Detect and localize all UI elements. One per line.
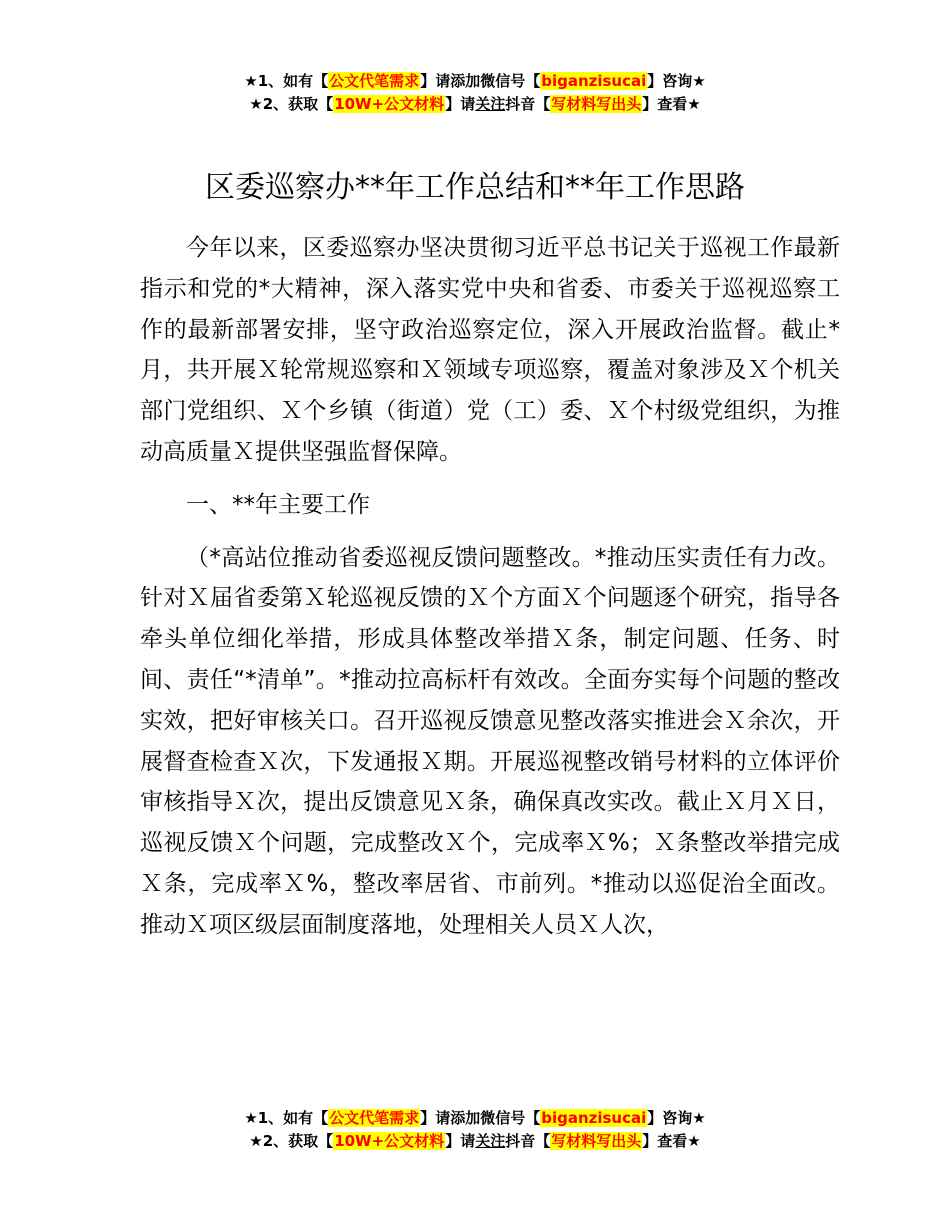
banner-highlight: 公文代笔需求 (329, 72, 420, 90)
banner-highlight: 10W+公文材料 (334, 1132, 445, 1150)
banner-text: ★2、获取【 (249, 1132, 334, 1150)
body-paragraph: （*高站位推动省委巡视反馈问题整改。*推动压实责任有力改。针对Ｘ届省委第Ｘ轮巡视反馈的Ｘ个方面Ｘ个问题逐个研究，指导各牵头单位细化举措，形成具体整改举措Ｘ条，制定问题、任务、时间、责任“*清单”。*推动拉高标杆有效改。全面夯实每个问题的整改实效，把好审核关口。召开巡视反馈意见整改落实推进会Ｘ余次，开展督查检查Ｘ次，下发通报Ｘ期。开展巡视整改销号材料的立体评价审核指导Ｘ次，提出反馈意见Ｘ条，确保真改实改。截止Ｘ月Ｘ日，巡视反馈Ｘ个问题，完成整改Ｘ个，完成率Ｘ%；Ｘ条整改举措完成Ｘ条，完成率Ｘ%，整改率居省、市前列。*推动以巡促治全面改。推动Ｘ项区级层面制度落地，处理相关人员Ｘ人次， (140, 544, 841, 938)
banner-line-1 (0, 1107, 950, 1130)
banner-text: 】请添加微信号【 (420, 72, 541, 90)
banner-text: 】请 (445, 95, 476, 113)
banner-highlight: 10W+公文材料 (334, 95, 445, 113)
banner-text: 抖音【 (505, 95, 551, 113)
footer-banner (0, 1107, 950, 1153)
banner-text: 】咨询★ (647, 1109, 706, 1127)
banner-highlight: 公文代笔需求 (329, 1109, 420, 1127)
header-banner (0, 70, 950, 116)
wechat-id-highlight: biganzisucai (541, 72, 647, 90)
banner-text: ★1、如有【 (244, 72, 329, 90)
banner-text: ★1、如有【 (244, 1109, 329, 1127)
banner-underlined: 关注 (475, 95, 506, 113)
banner-underlined: 关注 (475, 1132, 506, 1150)
banner-text: 】查看★ (642, 95, 701, 113)
document-title: 区委巡察办**年工作总结和**年工作思路 (205, 170, 745, 205)
banner-text: ★2、获取【 (249, 95, 334, 113)
banner-line-1 (0, 70, 950, 93)
banner-highlight: 写材料写出头 (551, 1132, 642, 1150)
banner-text: 抖音【 (505, 1132, 551, 1150)
section-heading: 一、**年主要工作 (186, 491, 370, 518)
intro-paragraph: 今年以来，区委巡察办坚决贯彻习近平总书记关于巡视工作最新指示和党的*大精神，深入落实党中央和省委、市委关于巡视巡察工作的最新部署安排，坚守政治巡察定位，深入开展政治监督。截止*月，共开展Ｘ轮常规巡察和Ｘ领域专项巡察，覆盖对象涉及Ｘ个机关部门党组织、Ｘ个乡镇（街道）党（工）委、Ｘ个村级党组织，为推动高质量Ｘ提供坚强监督保障。 (140, 235, 840, 465)
banner-line-2 (0, 93, 950, 116)
banner-text: 】咨询★ (647, 72, 706, 90)
banner-text: 】请 (445, 1132, 476, 1150)
banner-highlight: 写材料写出头 (551, 95, 642, 113)
wechat-id-highlight: biganzisucai (541, 1109, 647, 1127)
banner-line-2 (0, 1130, 950, 1153)
banner-text: 】请添加微信号【 (420, 1109, 541, 1127)
banner-text: 】查看★ (642, 1132, 701, 1150)
document-body (140, 228, 840, 946)
